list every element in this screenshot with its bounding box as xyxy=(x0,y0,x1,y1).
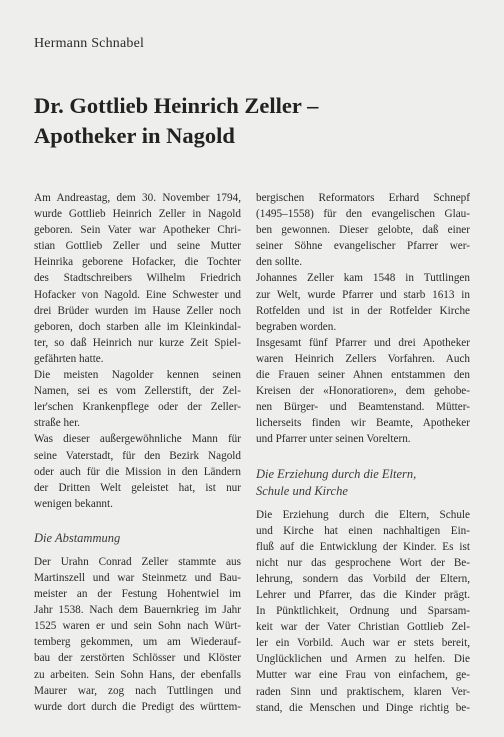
text-line: die Frauen seiner Ahnen entstammen den xyxy=(256,369,470,382)
text-line: In Pünktlichkeit, Ordnung und Sparsam- xyxy=(256,605,470,618)
section-heading xyxy=(256,466,470,500)
text-line: begraben worden. xyxy=(256,320,337,333)
text-line: nicht nur das gesprochene Wort der Be- xyxy=(256,556,470,569)
text-line: zu arbeiten. Sein Sohn Hans, der ebenfalls xyxy=(34,668,241,681)
article-title xyxy=(34,91,474,151)
paragraph xyxy=(256,270,470,334)
text-line: Johannes Zeller kam 1548 in Tuttlingen xyxy=(256,272,470,285)
text-line: keit war der Vater Christian Gottlieb Zel- xyxy=(256,621,470,634)
text-line: wenigen bekannt. xyxy=(34,497,113,510)
text-line: nen Bürger- und Beamtenstand. Mütter- xyxy=(256,401,470,414)
text-line: stian Gottlieb Zeller und seine Mutter xyxy=(34,240,241,253)
text-line: Jahr 1538. Nach dem Bauernkrieg im Jahr xyxy=(34,604,241,617)
paragraph xyxy=(34,190,241,367)
title-line: Dr. Gottlieb Heinrich Zeller – xyxy=(34,93,319,118)
text-line: waren Heinrich Zellers Vorfahren. Auch xyxy=(256,352,470,365)
text-line: licherseits finden wir Beamte, Apotheker xyxy=(256,417,470,430)
text-line: drei Brüder wurden im Hause Zeller noch xyxy=(34,304,241,317)
section-heading: Die Abstammung xyxy=(34,530,121,545)
text-line: ler ein Vorbild. Auch war er stets bereit, xyxy=(256,637,470,650)
text-line: Insgesamt fünf Pfarrer und drei Apotheker xyxy=(256,336,470,349)
right-column xyxy=(256,190,470,716)
text-line: des Stadtschreibers Wilhelm Friedrich xyxy=(34,272,241,285)
text-line: oder auch für die Mission in den Ländern xyxy=(34,465,241,478)
text-line: Rotfelden und ist in der Rotfelder Kirche xyxy=(256,304,470,317)
text-line: Hofacker von Nagold. Eine Schwester und xyxy=(34,288,241,301)
text-line: bergischen Reformators Erhard Schnepf xyxy=(256,192,470,204)
text-line: 1525 waren er und sein Sohn nach Würt- xyxy=(34,620,241,633)
text-line: Lehrer und Pfarrer, das die Kinder prägt. xyxy=(256,588,470,601)
text-line: geboren. Sein Vater war Apotheker Chri- xyxy=(34,224,241,237)
text-line: ter, so daß Heinrich nur kurze Zeit Spiel- xyxy=(34,336,241,349)
text-line: Der Urahn Conrad Zeller stammte aus xyxy=(34,555,241,568)
text-line: Am Andreastag, dem 30. November 1794, xyxy=(34,192,241,204)
text-line: raden Sinn und praktischem, klaren Ver- xyxy=(256,685,470,698)
section-heading-line: Schule und Kirche xyxy=(256,483,348,498)
text-line: temberg gekommen, um am Wiederauf- xyxy=(34,636,241,649)
text-line: bau der zerstörten Schlösser und Klöster xyxy=(34,652,241,665)
text-line: und Pfarrer unter seinen Voreltern. xyxy=(256,433,411,446)
paragraph xyxy=(34,367,241,431)
text-line: ler'schen Krankenpflege oder der Zeller- xyxy=(34,401,241,414)
text-line: straße her. xyxy=(34,417,80,430)
text-line: Kreisen der «Honoratioren», dem gehobe- xyxy=(256,385,470,398)
paragraph xyxy=(256,335,470,448)
text-line: der Dritten Welt geleistet hat, ist nur xyxy=(34,481,241,494)
text-line: meister an der Festung Hohentwiel im xyxy=(34,588,241,601)
text-line: Unglücklichen und Armen zu helfen. Die xyxy=(256,653,470,666)
text-line: wurde dort durch die Predigt des württem- xyxy=(34,700,241,713)
paragraph xyxy=(256,507,470,716)
text-line: geboren, doch starben alle im Kleinkindal- xyxy=(34,320,241,333)
title-line: Apotheker in Nagold xyxy=(34,123,235,148)
text-line: seiner Söhne evangelischer Pfarrer wer- xyxy=(256,240,470,253)
text-line: Was dieser außergewöhnliche Mann für xyxy=(34,433,241,446)
paragraph xyxy=(34,431,241,511)
text-line: Die meisten Nagolder kennen seinen xyxy=(34,369,241,382)
text-line: Mutter war eine Frau von einfachem, ge- xyxy=(256,669,470,682)
text-line: Maurer war, zog nach Tuttlingen und xyxy=(34,684,241,697)
text-line: wurde Gottlieb Heinrich Zeller in Nagold xyxy=(34,208,241,221)
left-column xyxy=(34,190,241,715)
author-name: Hermann Schnabel xyxy=(34,36,145,51)
text-line: ben gewonnen. Dieser gelobte, daß einer xyxy=(256,224,470,237)
text-line: gefährten hatte. xyxy=(34,352,104,365)
paragraph xyxy=(256,190,470,270)
text-line: fluß auf die Entwicklung der Kinder. Es ist xyxy=(256,540,470,553)
text-line: und Kirche hat einen nachhaltigen Ein- xyxy=(256,524,470,537)
text-line: (1495–1558) für den evangelischen Glau- xyxy=(256,208,470,221)
text-line: lehrung, sondern das Vorbild der Eltern, xyxy=(256,572,470,585)
text-line: Martinszell und war Steinmetz und Bau- xyxy=(34,571,241,584)
text-line: zur Welt, wurde Pfarrer und starb 1613 in xyxy=(256,288,470,301)
text-line: Namen, sei es vom Zellerstift, der Zel- xyxy=(34,385,241,398)
text-line: stand, die Menschen und Dinge richtig be- xyxy=(256,701,470,714)
section-heading-line: Die Erziehung durch die Eltern, xyxy=(256,466,417,481)
text-line: seine Vaterstadt, für den Bezirk Nagold xyxy=(34,449,241,462)
text-line: Heinrika geborene Hofacker, die Tochter xyxy=(34,256,241,269)
text-line: den sollte. xyxy=(256,256,302,269)
paragraph xyxy=(34,554,241,715)
text-line: Die Erziehung durch die Eltern, Schule xyxy=(256,508,470,521)
